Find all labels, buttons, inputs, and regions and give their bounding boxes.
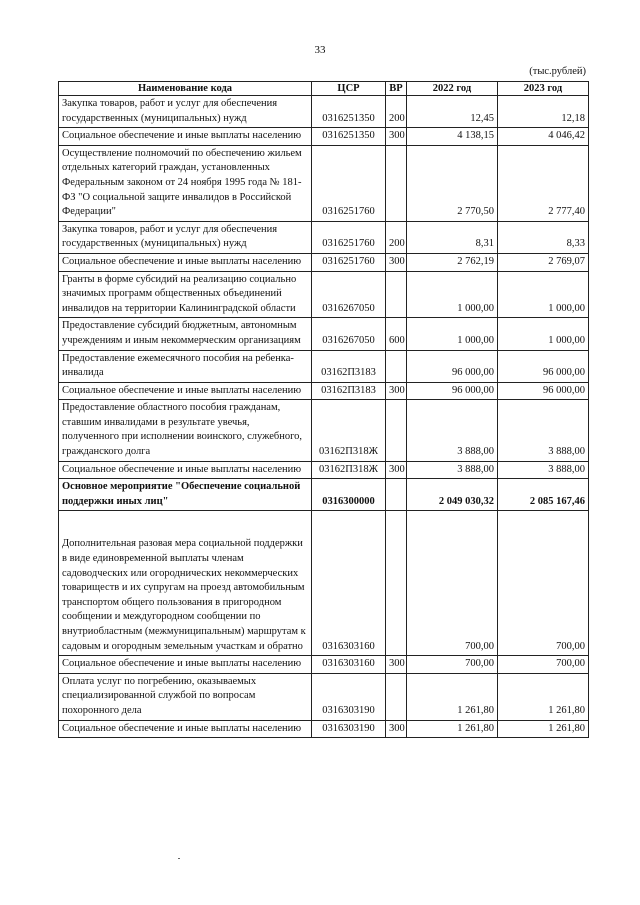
row-vr-cell: 600 — [386, 318, 407, 350]
table-row — [59, 128, 589, 146]
row-vr-cell — [386, 271, 407, 318]
row-csr-cell: 0316300000 — [312, 479, 386, 511]
row-2023-cell: 12,18 — [498, 96, 589, 128]
row-2023-cell: 3 888,00 — [498, 400, 589, 461]
row-vr-cell: 200 — [386, 96, 407, 128]
row-csr-cell: 0316251760 — [312, 145, 386, 221]
row-vr-cell: 200 — [386, 221, 407, 253]
row-vr-cell — [386, 479, 407, 511]
row-2023-cell: 1 261,80 — [498, 720, 589, 738]
row-vr-cell: 300 — [386, 128, 407, 146]
row-name-cell: Социальное обеспечение и иные выплаты населению — [59, 253, 312, 271]
row-name-cell: Осуществление полномочий по обеспечению жильем отдельных категорий граждан, установленных Федеральным законом от 24 ноября 1995 года № 181-ФЗ "О социальной защите инвалидов в Российской Федерации" — [59, 145, 312, 221]
row-2022-cell: 96 000,00 — [407, 382, 498, 400]
table-row — [59, 461, 589, 479]
row-2022-cell: 2 762,19 — [407, 253, 498, 271]
header-name: Наименование кода — [59, 82, 312, 96]
page-number: 33 — [314, 44, 326, 56]
row-2022-cell: 2 770,50 — [407, 145, 498, 221]
row-2023-cell: 96 000,00 — [498, 350, 589, 382]
row-2023-cell: 2 777,40 — [498, 145, 589, 221]
row-csr-cell: 0316251760 — [312, 253, 386, 271]
row-csr-cell: 0316303160 — [312, 511, 386, 656]
row-2022-cell: 1 261,80 — [407, 673, 498, 720]
row-csr-cell: 0316251350 — [312, 128, 386, 146]
row-2023-cell: 8,33 — [498, 221, 589, 253]
row-name-cell: Социальное обеспечение и иные выплаты населению — [59, 128, 312, 146]
row-name-cell: Социальное обеспечение и иные выплаты населению — [59, 382, 312, 400]
row-name-cell: Предоставление ежемесячного пособия на ребенка-инвалида — [59, 350, 312, 382]
row-name-cell: Закупка товаров, работ и услуг для обеспечения государственных (муниципальных) нужд — [59, 221, 312, 253]
row-name-cell: Гранты в форме субсидий на реализацию социально значимых программ общественных объединений инвалидов на территории Калининградской области — [59, 271, 312, 318]
row-2022-cell: 2 049 030,32 — [407, 479, 498, 511]
table-row — [59, 271, 589, 318]
table-row — [59, 511, 589, 656]
table-row — [59, 400, 589, 461]
row-2022-cell: 96 000,00 — [407, 350, 498, 382]
row-2022-cell: 1 261,80 — [407, 720, 498, 738]
row-vr-cell — [386, 511, 407, 656]
row-2023-cell: 700,00 — [498, 511, 589, 656]
table-row — [59, 221, 589, 253]
row-2023-cell: 3 888,00 — [498, 461, 589, 479]
row-name-cell: Закупка товаров, работ и услуг для обеспечения государственных (муниципальных) нужд — [59, 96, 312, 128]
budget-table — [58, 81, 589, 738]
row-csr-cell: 03162П3183 — [312, 382, 386, 400]
header-csr: ЦСР — [312, 82, 386, 96]
row-vr-cell: 300 — [386, 461, 407, 479]
row-2022-cell: 12,45 — [407, 96, 498, 128]
table-row — [59, 350, 589, 382]
table-row — [59, 673, 589, 720]
row-2023-cell: 2 769,07 — [498, 253, 589, 271]
row-csr-cell: 0316267050 — [312, 271, 386, 318]
header-2023: 2023 год — [498, 82, 589, 96]
header-vr: ВР — [386, 82, 407, 96]
row-csr-cell: 03162П3183 — [312, 350, 386, 382]
table-row — [59, 253, 589, 271]
row-name-cell: Основное мероприятие "Обеспечение социальной поддержки иных лиц" — [59, 479, 312, 511]
row-name-cell: Социальное обеспечение и иные выплаты населению — [59, 656, 312, 674]
row-2022-cell: 1 000,00 — [407, 318, 498, 350]
row-csr-cell: 03162П318Ж — [312, 400, 386, 461]
row-csr-cell: 03162П318Ж — [312, 461, 386, 479]
row-name-cell: Дополнительная разовая мера социальной поддержки в виде единовременной выплаты членам садоводческих или огороднических некоммерческих товариществ и их супругам на проезд автомобильным транспортом общего пользования в пригородном сообщении и междугородном сообщении по внутриобластным (межмуниципальным) маршрутам к садовым и огородным земельным участкам и обратно — [59, 511, 312, 656]
row-name-cell: Предоставление областного пособия гражданам, ставшим инвалидами в результате увечья, полученного при исполнении воинского, служебного, гражданского долга — [59, 400, 312, 461]
table-row — [59, 96, 589, 128]
row-2023-cell: 96 000,00 — [498, 382, 589, 400]
row-vr-cell — [386, 673, 407, 720]
row-2023-cell: 1 261,80 — [498, 673, 589, 720]
row-2022-cell: 3 888,00 — [407, 400, 498, 461]
row-2022-cell: 700,00 — [407, 511, 498, 656]
table-body — [59, 96, 589, 738]
row-csr-cell: 0316251350 — [312, 96, 386, 128]
row-name-cell: Социальное обеспечение и иные выплаты населению — [59, 461, 312, 479]
table-row — [59, 479, 589, 511]
row-2022-cell: 4 138,15 — [407, 128, 498, 146]
row-2023-cell: 1 000,00 — [498, 318, 589, 350]
units-label: (тыс.рублей) — [529, 66, 586, 77]
table-row — [59, 145, 589, 221]
row-2022-cell: 700,00 — [407, 656, 498, 674]
table-row — [59, 382, 589, 400]
row-2022-cell: 3 888,00 — [407, 461, 498, 479]
row-csr-cell: 0316303190 — [312, 673, 386, 720]
row-vr-cell: 300 — [386, 382, 407, 400]
row-2023-cell: 700,00 — [498, 656, 589, 674]
row-vr-cell: 300 — [386, 656, 407, 674]
row-vr-cell: 300 — [386, 720, 407, 738]
header-2022: 2022 год — [407, 82, 498, 96]
table-header-row — [59, 82, 589, 96]
row-csr-cell: 0316303190 — [312, 720, 386, 738]
row-vr-cell — [386, 145, 407, 221]
row-name-cell: Социальное обеспечение и иные выплаты населению — [59, 720, 312, 738]
row-csr-cell: 0316303160 — [312, 656, 386, 674]
row-2023-cell: 1 000,00 — [498, 271, 589, 318]
row-name-cell: Оплата услуг по погребению, оказываемых специализированной службой по вопросам похоронного дела — [59, 673, 312, 720]
row-2023-cell: 4 046,42 — [498, 128, 589, 146]
row-csr-cell: 0316251760 — [312, 221, 386, 253]
row-vr-cell — [386, 350, 407, 382]
table-row — [59, 720, 589, 738]
stray-mark — [178, 858, 180, 859]
row-2022-cell: 8,31 — [407, 221, 498, 253]
row-vr-cell — [386, 400, 407, 461]
table-row — [59, 656, 589, 674]
row-csr-cell: 0316267050 — [312, 318, 386, 350]
row-2022-cell: 1 000,00 — [407, 271, 498, 318]
table-row — [59, 318, 589, 350]
row-2023-cell: 2 085 167,46 — [498, 479, 589, 511]
row-name-cell: Предоставление субсидий бюджетным, автономным учреждениям и иным некоммерческим организациям — [59, 318, 312, 350]
row-vr-cell: 300 — [386, 253, 407, 271]
